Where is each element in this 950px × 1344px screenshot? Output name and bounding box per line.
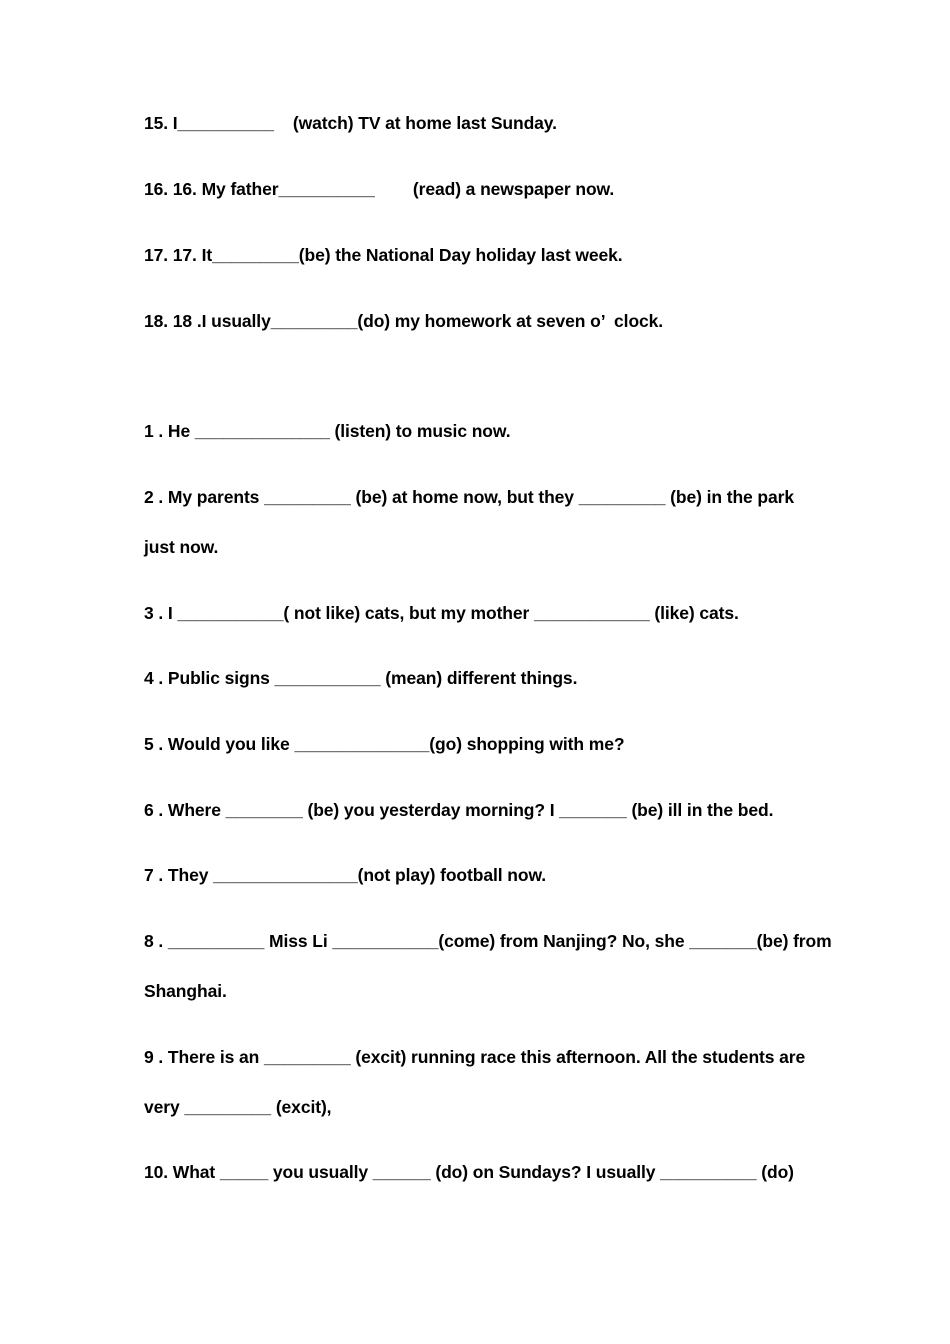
exercise-line-2-cont: just now. [144, 537, 219, 557]
exercise-line-9: 9 . There is an _________ (excit) running race this afternoon. All the students are [144, 1047, 806, 1067]
exercise-line-6: 6 . Where ________ (be) you yesterday morning? I _______ (be) ill in the bed. [144, 800, 774, 820]
exercise-line-5: 5 . Would you like ______________(go) shopping with me? [144, 734, 625, 754]
exercise-line-15: 15. I__________ (watch) TV at home last Sunday. [144, 113, 557, 133]
exercise-line-18: 18. 18 .I usually_________(do) my homework at seven o’ clock. [144, 311, 664, 331]
exercise-line-8: 8 . __________ Miss Li ___________(come) from Nanjing? No, she _______(be) from [144, 931, 832, 951]
exercise-line-17: 17. 17. It_________(be) the National Day holiday last week. [144, 245, 623, 265]
exercise-line-16: 16. 16. My father__________ (read) a newspaper now. [144, 179, 615, 199]
exercise-line-7: 7 . They _______________(not play) football now. [144, 865, 547, 885]
exercise-line-10: 10. What _____ you usually ______ (do) on Sundays? I usually __________ (do) [144, 1162, 794, 1182]
exercise-line-4: 4 . Public signs ___________ (mean) different things. [144, 668, 578, 688]
exercise-line-9-cont: very _________ (excit), [144, 1097, 332, 1117]
exercise-line-3: 3 . I ___________( not like) cats, but my mother ____________ (like) cats. [144, 603, 739, 623]
exercise-line-1: 1 . He ______________ (listen) to music now. [144, 421, 511, 441]
exercise-line-8-cont: Shanghai. [144, 981, 227, 1001]
exercise-line-2: 2 . My parents _________ (be) at home now, but they _________ (be) in the park [144, 487, 794, 507]
